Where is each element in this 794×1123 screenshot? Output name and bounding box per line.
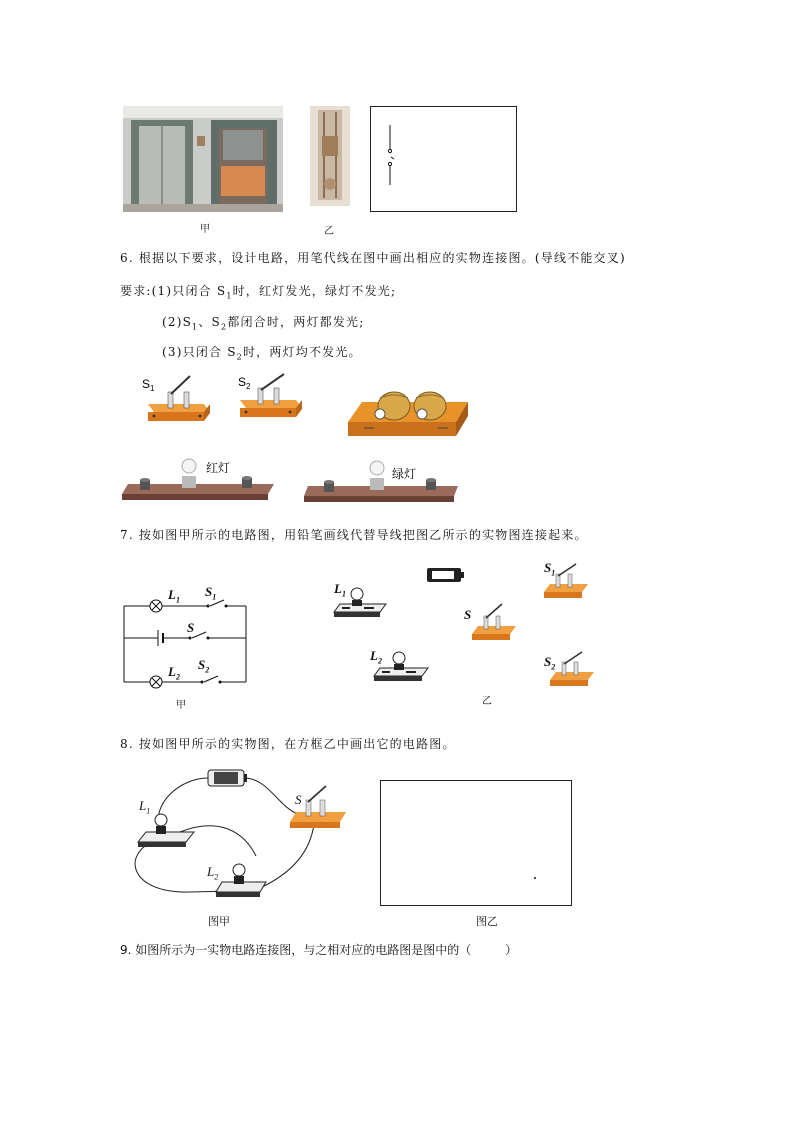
- q6-number: 6.: [120, 251, 134, 265]
- q8-label-L1: $L_1$: [139, 798, 151, 816]
- q7-diagram-S: S: [187, 620, 195, 635]
- q8-caption-jia: 图甲: [208, 915, 230, 928]
- q7-physical-L2: $L_2$: [370, 648, 382, 666]
- elevator-photo: [123, 106, 283, 212]
- q7-diagram-L1: $L_1$: [168, 587, 180, 605]
- q6-s2-label: $S_2$: [238, 375, 251, 391]
- q7-lamp-L2: [374, 652, 428, 681]
- q7-physical-S1: $S_1$: [544, 560, 556, 578]
- q7-switch-S2: [550, 652, 594, 686]
- q7-caption-yi: 乙: [482, 696, 492, 707]
- q8-battery: [208, 770, 247, 786]
- q8-lamp-L2: [216, 864, 266, 897]
- q7-diagram-L2: $L_2$: [168, 664, 180, 682]
- caption-jia: 甲: [200, 224, 210, 235]
- q7-diagram-S1: $S_1$: [205, 584, 217, 602]
- q8-label-L2: $L_2$: [207, 864, 219, 882]
- q8-answer-box[interactable]: [380, 780, 572, 906]
- q8-answer-dot: [534, 877, 536, 879]
- q6-red-lamp-board: [122, 459, 274, 500]
- q7-switch-S: [472, 604, 516, 640]
- q8-caption-yi: 图乙: [476, 915, 498, 928]
- answer-box-q5: [370, 106, 517, 212]
- q6-green-lamp-label: 绿灯: [392, 467, 417, 481]
- q7-physical-L1: $L_1$: [334, 581, 346, 599]
- q6-s1-label: $S_1$: [142, 377, 155, 393]
- q7-circuit-diagram: [118, 580, 253, 692]
- question-6: [120, 249, 626, 266]
- q6-text: 根据以下要求，设计电路，用笔代线在图中画出相应的实物连接图。(导线不能交叉): [138, 251, 626, 265]
- q6-req-3: (3)只闭合 $S_2$时，两灯均不发光。: [162, 345, 362, 362]
- q6-req-1: 要求:(1)只闭合 $S_1$时，红灯发光，绿灯不发光;: [120, 284, 397, 301]
- question-8: 8. 按如图甲所示的实物图，在方框乙中画出它的电路图。: [120, 737, 456, 751]
- q6-switch-s1: [148, 376, 210, 421]
- q6-battery-holder: [348, 392, 468, 436]
- q6-green-lamp-board: [304, 461, 458, 502]
- elevator-mechanism-image: [310, 106, 350, 206]
- q7-caption-jia: 甲: [176, 700, 186, 711]
- q7-physical-components: [330, 560, 610, 690]
- question-7: 7. 按如图甲所示的电路图，用铅笔画线代替导线把图乙所示的实物图连接起来。: [120, 528, 588, 542]
- q8-lamp-L1: [138, 814, 194, 847]
- q7-battery: [427, 568, 464, 582]
- q6-req-2: $(2)S_1$、$S_2$都闭合时，两灯都发光;: [162, 315, 365, 332]
- question-9: 9. 如图所示为一实物电路连接图，与之相对应的电路图是图中的（ ）: [120, 943, 518, 957]
- q7-physical-S: S: [464, 607, 472, 622]
- q7-physical-S2: $S_2$: [544, 654, 556, 672]
- q7-diagram-S2: $S_2$: [198, 657, 210, 675]
- q8-physical-circuit: [120, 764, 360, 906]
- q6-components: [118, 368, 478, 508]
- q6-red-lamp-label: 红灯: [206, 461, 231, 475]
- q8-label-S: S: [295, 792, 302, 807]
- caption-yi: 乙: [324, 226, 334, 237]
- q6-switch-s2: [240, 374, 302, 417]
